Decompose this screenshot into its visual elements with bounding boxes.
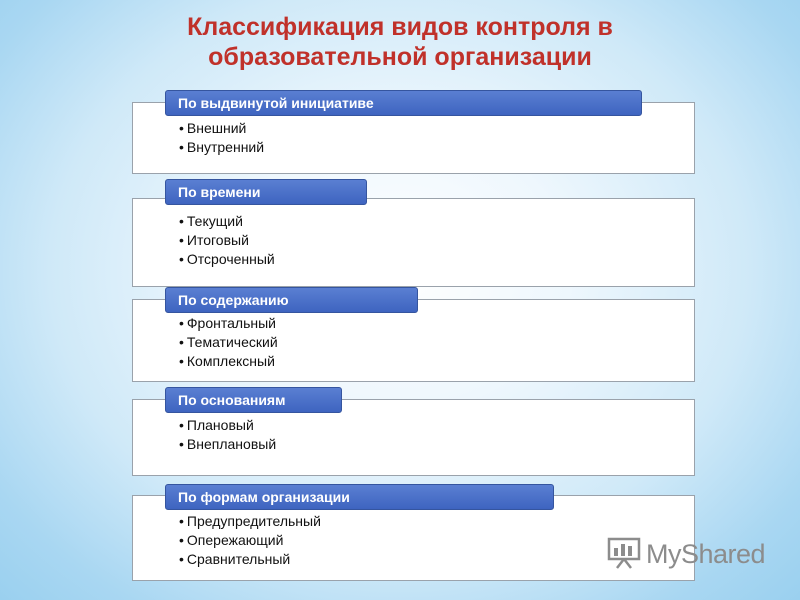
group-label: По времени xyxy=(165,179,367,205)
list-item: • Сравнительный xyxy=(179,550,321,569)
slide-title-line-1: Классификация видов контроля в xyxy=(187,13,613,41)
list-item: • Внешний xyxy=(179,119,264,138)
list-item: • Тематический xyxy=(179,333,278,352)
group-label: По выдвинутой инициативе xyxy=(165,90,642,116)
list-item: • Опережающий xyxy=(179,531,321,550)
slide-title xyxy=(0,12,800,72)
group-label: По содержанию xyxy=(165,287,418,313)
classification-group-basis xyxy=(132,387,695,476)
group-item-list xyxy=(179,416,276,454)
classification-group-time xyxy=(132,179,695,287)
group-item-list xyxy=(179,119,264,157)
myshared-watermark xyxy=(606,536,766,572)
list-item: • Внеплановый xyxy=(179,435,276,454)
group-label: По основаниям xyxy=(165,387,342,413)
classification-group-initiative xyxy=(132,90,695,174)
list-item: • Фронтальный xyxy=(179,314,278,333)
classification-group-content xyxy=(132,287,695,382)
slide-title-line-2: образовательной организации xyxy=(208,43,592,71)
list-item: • Итоговый xyxy=(179,231,275,250)
list-item: • Комплексный xyxy=(179,352,278,371)
list-item: • Отсроченный xyxy=(179,250,275,269)
group-item-list xyxy=(179,314,278,371)
group-label: По формам организации xyxy=(165,484,554,510)
group-item-list xyxy=(179,212,275,269)
group-item-list xyxy=(179,512,321,569)
list-item: • Текущий xyxy=(179,212,275,231)
list-item: • Внутренний xyxy=(179,138,264,157)
list-item: • Плановый xyxy=(179,416,276,435)
list-item: • Предупредительный xyxy=(179,512,321,531)
watermark-text: MyShared xyxy=(646,539,766,569)
presentation-board-icon xyxy=(606,536,642,570)
